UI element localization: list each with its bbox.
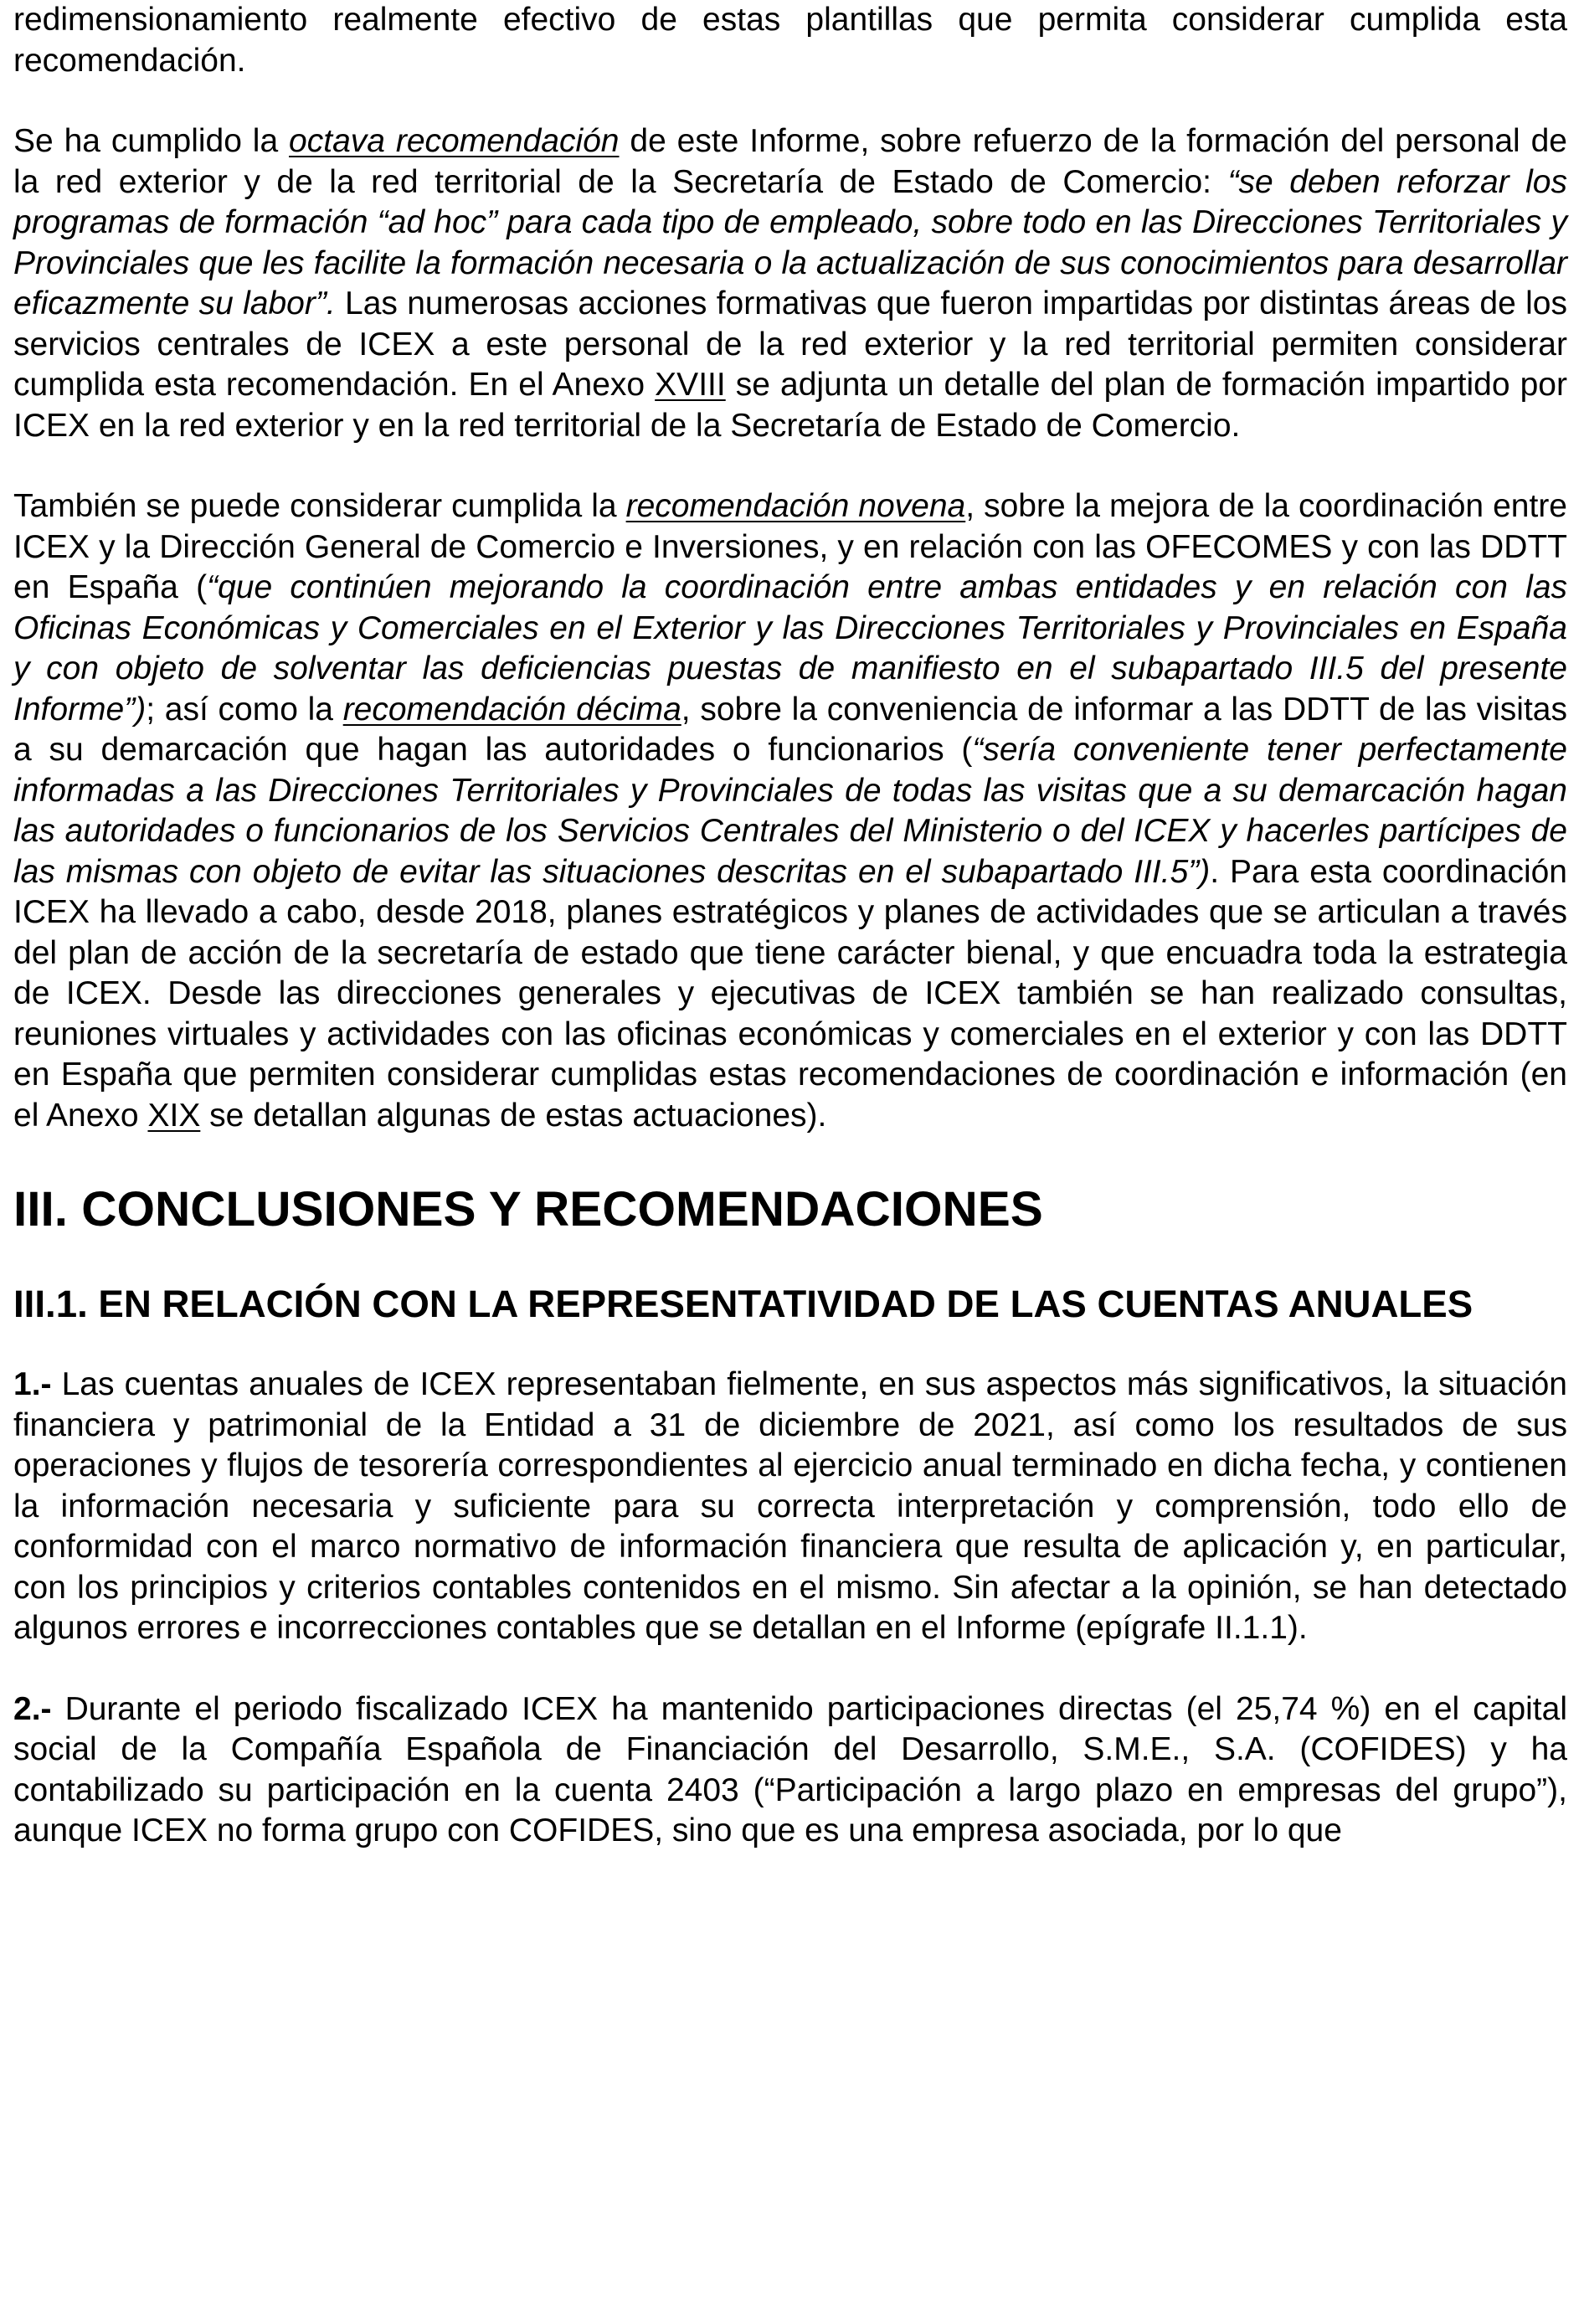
item-number: 1.- (13, 1366, 52, 1402)
annex-reference: XIX (147, 1097, 201, 1134)
underlined-reference: octava recomendación (289, 123, 620, 159)
text-run: se adjunta un detalle del plan de formación impartido por ICEX en la red exterior y en la red territorial de la Secretaría de Estado de Comercio. (13, 367, 1567, 444)
paragraph-intro (13, 0, 1567, 81)
text-run: , sobre la conveniencia de informar a las DDTT de las visitas a su demarcación que hagan las autoridades o funcionarios ( (13, 691, 1567, 768)
text-run: , sobre la mejora de la coordinación entre ICEX y la Dirección General de Comercio e Inversiones, y en relación con las OFECOMES y con las DDTT en España ( (13, 488, 1567, 605)
text-run: Las cuentas anuales de ICEX representaban fielmente, en sus aspectos más significativos, la situación financiera y patrimonial de la Entidad a 31 de diciembre de 2021, así como los resultados de sus operaciones y flujos de tesorería correspondientes al ejercicio anual terminado en dicha fecha, y contienen la información necesaria y suficiente para su correcta interpretación y comprensión, todo ello de conformidad con el marco normativo de información financiera que resulta de aplicación y, en particular, con los principios y criterios contables contenidos en el mismo. Sin afectar a la opinión, se han detectado algunos errores e incorrecciones contables que se detallan en el Informe (epígrafe II.1.1). (13, 1366, 1567, 1646)
underlined-reference: recomendación novena (625, 488, 966, 524)
paragraph-novena-decima-recomendacion (13, 486, 1567, 1136)
text-run: Durante el periodo fiscalizado ICEX ha mantenido participaciones directas (el 25,74 %) en el capital social de la Compañía Española de Financiación del Desarrollo, S.M.E., S.A. (COFIDES) y ha contabilizado su participación en la cuenta 2403 (“Participación a largo plazo en empresas del grupo”), aunque ICEX no forma grupo con COFIDES, sino que es una empresa asociada, por lo que (13, 1690, 1567, 1848)
paragraph-gap (13, 1324, 1567, 1365)
italic-quote: “sería conveniente tener perfectamente informadas a las Direcciones Territoriales y Provinciales de todas las visitas que a su demarcación hagan las autoridades o funcionarios de los Servicios Centrales del Ministerio o del ICEX y hacerles partícipes de las mismas con objeto de evitar las situaciones descritas en el subapartado III.5”) (13, 732, 1567, 890)
annex-reference: XVIII (655, 367, 726, 403)
text-run: Las numerosas acciones formativas que fueron impartidas por distintas áreas de los servicios centrales de ICEX a este personal de la red exterior y la red territorial permiten considerar cumplida esta recomendación. En el Anexo (13, 285, 1567, 403)
text-run: ; así como la (146, 691, 343, 728)
item-number: 2.- (13, 1690, 52, 1727)
section-gap (13, 1231, 1567, 1284)
text-run: . Para esta coordinación ICEX ha llevado a cabo, desde 2018, planes estratégicos y planes de actividades que se articulan a través del plan de acción de la secretaría de estado que tiene carácter bienal, y que encuadra toda la estrategia de ICEX. Desde las direcciones generales y ejecutivas de ICEX también se han realizado consultas, reuniones virtuales y actividades con las oficinas económicas y comerciales en el exterior y con las DDTT en España que permiten considerar cumplidas estas recomendaciones de coordinación e información (en el Anexo (13, 853, 1567, 1134)
subsection-heading-representatividad: III.1. EN RELACIÓN CON LA REPRESENTATIVIDAD DE LAS CUENTAS ANUALES (13, 1282, 1473, 1325)
section-heading-conclusiones: III. CONCLUSIONES Y RECOMENDACIONES (13, 1182, 1043, 1237)
text-run: También se puede considerar cumplida la (13, 488, 626, 524)
paragraph-gap (13, 81, 1567, 121)
text-run: Se ha cumplido la (13, 123, 290, 159)
conclusion-item-2 (13, 1689, 1567, 1852)
italic-quote: “se deben reforzar los programas de formación “ad hoc” para cada tipo de empleado, sobre todo en las Direcciones Territoriales y Provinciales que les facilite la formación necesaria o la actualización de sus conocimientos para desarrollar eficazmente su labor”. (13, 163, 1568, 321)
paragraph-gap (13, 446, 1567, 486)
paragraph-gap (13, 1649, 1567, 1689)
paragraph-octava-recomendacion (13, 121, 1567, 446)
conclusion-item-1 (13, 1365, 1567, 1649)
text-run: se detallan algunas de estas actuaciones). (200, 1097, 827, 1134)
text-run: de este Informe, sobre refuerzo de la formación del personal de la red exterior y de la red territorial de la Secretaría de Estado de Comercio: (13, 123, 1567, 200)
underlined-reference: recomendación décima (342, 691, 681, 728)
document-page (13, 0, 1567, 1852)
paragraph-intro-text: redimensionamiento realmente efectivo de estas plantillas que permita considerar cumplida esta recomendación. (13, 2, 1567, 79)
italic-quote: “que continúen mejorando la coordinación entre ambas entidades y en relación con las Oficinas Económicas y Comerciales en el Exterior y las Direcciones Territoriales y Provinciales en España y con objeto de solventar las deficiencias puestas de manifiesto en el subapartado III.5 del presente Informe”) (13, 569, 1568, 728)
